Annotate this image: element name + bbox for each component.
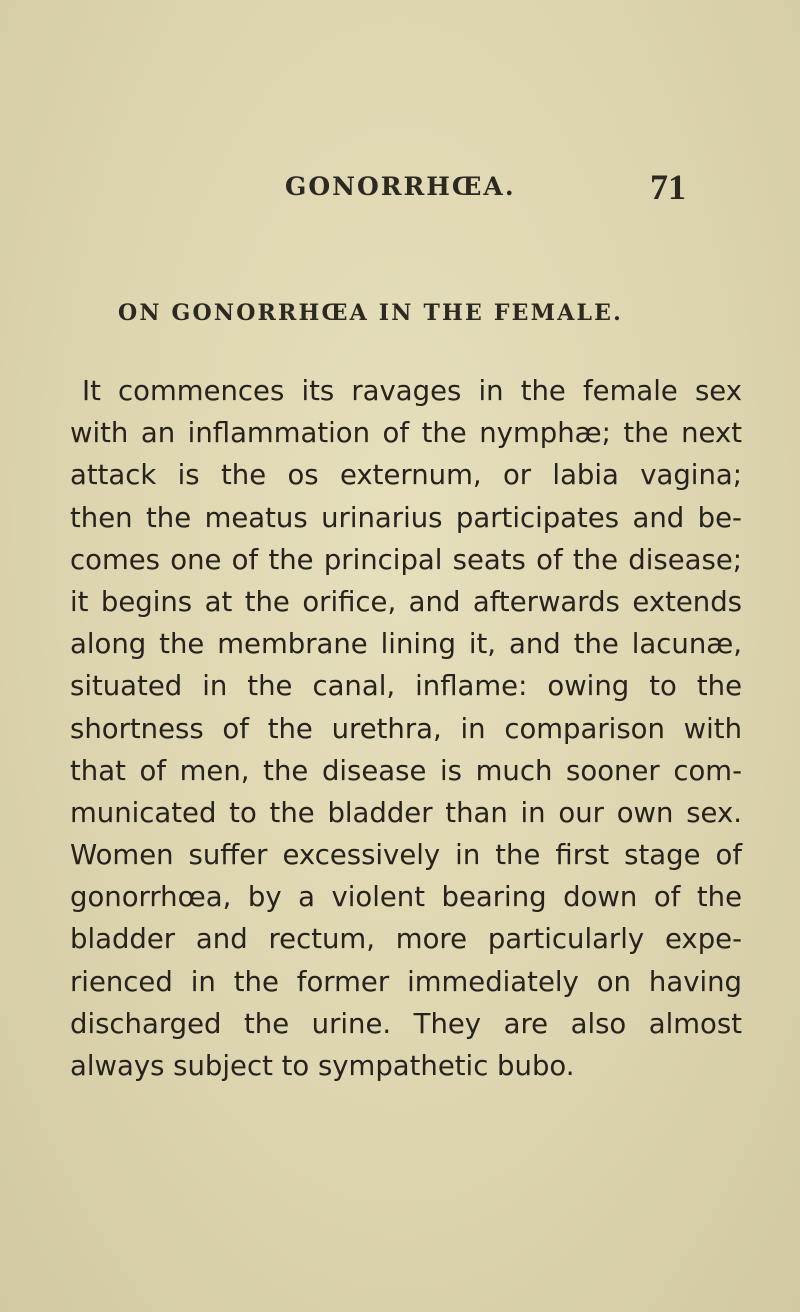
text-line: along the membrane lining it, and the lacunæ, [70,628,742,661]
text-line: gonorrhœa, by a violent bearing down of the [70,881,742,914]
text-line: rienced in the former immediately on having [70,965,742,998]
text-line: bladder and rectum, more particularly expe- [70,923,742,956]
text-line: It commences its ravages in the female sex [82,375,742,407]
running-head [0,158,800,208]
page-number: 71 [650,167,686,207]
text-line: situated in the canal, inflame: owing to the [70,670,742,703]
section-heading: ON GONORRHŒA IN THE FEMALE. [118,300,623,326]
text-line: with an inflammation of the nymphæ; the next [70,417,742,450]
text-line: shortness of the urethra, in comparison with [70,712,742,745]
text-line: it begins at the orifice, and afterwards extends [70,585,742,618]
text-line: then the meatus urinarius participates and be- [70,501,742,534]
body-paragraph [70,370,742,1087]
text-line: attack is the os externum, or labia vagina; [70,459,742,492]
text-line: municated to the bladder than in our own sex. [70,796,742,829]
text-line: discharged the urine. They are also almost [70,1007,742,1040]
running-title: GONORRHŒA. [285,172,516,201]
text-line: that of men, the disease is much sooner com- [70,754,742,787]
text-line: always subject to sympathetic bubo. [70,1050,575,1082]
text-line: Women suffer excessively in the first stage of [70,839,742,872]
text-line: comes one of the principal seats of the disease; [70,543,742,576]
